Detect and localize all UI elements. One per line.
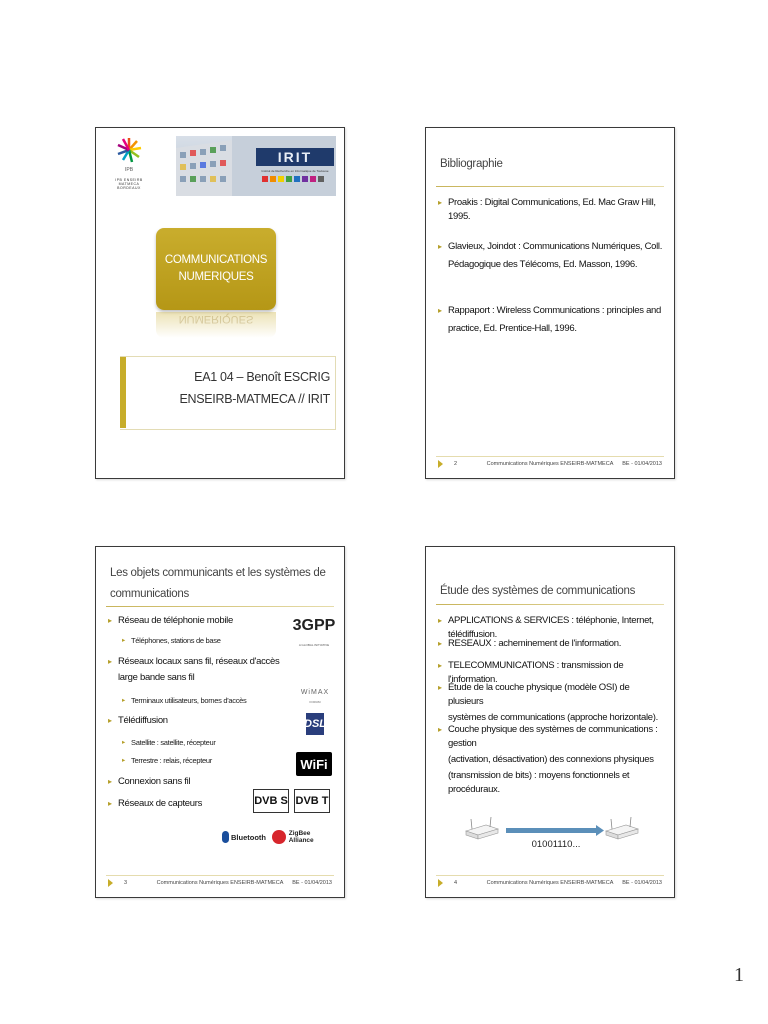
bullet-item (108, 655, 336, 685)
bullet-arrow-icon: ▸ (108, 616, 112, 625)
irit-logo-text: IRIT (277, 149, 313, 165)
dvb-t-logo-icon: DVB T (294, 789, 330, 813)
bullet-item (108, 714, 336, 728)
transmission-arrow-icon (506, 825, 604, 836)
bits-label: 01001110... (531, 839, 581, 849)
footer-rule (436, 875, 664, 876)
svg-text:IPB: IPB (124, 167, 134, 173)
slide-title-line-1: Les objets communicants et les systèmes de (110, 567, 326, 579)
bullet-arrow-icon: ▸ (438, 242, 442, 251)
bullet-text: Étude de la couche physique (modèle OSI) de plusieurs (448, 682, 630, 707)
footer-rule (106, 875, 334, 876)
dvb-s-logo-icon: DVB S (253, 789, 289, 813)
sub-bullet-arrow-icon: ▸ (122, 757, 125, 764)
footer-course: Communications Numériques ENSEIRB-MATMECA (486, 880, 614, 886)
bullet-arrow-icon: ▸ (438, 725, 442, 734)
slide-title: Bibliographie (440, 158, 503, 170)
reference-item (438, 196, 666, 224)
wimax-logo-icon: WiMAX (300, 688, 330, 696)
bullet-text: Télédiffusion (118, 715, 168, 726)
title-rule (436, 604, 664, 605)
left-router-icon (466, 817, 498, 839)
author-line: EA1 04 – Benoît ESCRIG (194, 370, 330, 384)
sub-bullet-text: Téléphones, stations de base (131, 636, 221, 645)
bullet-item (438, 637, 666, 651)
slide-footer (436, 459, 664, 471)
ipb-logo-icon (114, 136, 144, 181)
slide-footer (436, 878, 664, 890)
bullet-text: APPLICATIONS & SERVICES : téléphonie, Internet, télédiffusion. (448, 615, 654, 640)
banner-reflection (156, 312, 276, 338)
bluetooth-rune-icon (222, 831, 229, 843)
slide-number: 2 (454, 461, 458, 467)
3gpp-logo-icon: 3GPP (292, 617, 336, 634)
bullet-arrow-icon: ▸ (438, 683, 442, 692)
bullet-text: Couche physique des systèmes de communications : gestion (448, 724, 658, 749)
title-rule (436, 186, 664, 187)
bullet-arrow-icon: ▸ (438, 198, 442, 207)
wimax-logo-caption: FORUM (309, 699, 321, 704)
bullet-item (108, 775, 336, 789)
slide-number: 3 (124, 880, 128, 886)
footer-date: BE - 01/04/2013 (622, 880, 662, 886)
bluetooth-logo-text: Bluetooth (231, 832, 266, 842)
dsl-logo-icon: DSL (306, 713, 324, 735)
bullet-item (438, 681, 666, 725)
reference-text: Glavieux, Joindot : Communications Numériques, Coll. (448, 241, 663, 252)
footer-course: Communications Numériques ENSEIRB-MATMECA (486, 461, 614, 467)
sub-bullet-text: Terminaux utilisateurs, bornes d'accès (131, 696, 247, 705)
bullet-text: Réseaux locaux sans fil, réseaux d'accès (118, 656, 280, 667)
slide-title: Étude des systèmes de communications (440, 585, 636, 597)
sub-bullet-item (122, 755, 212, 766)
sub-bullet-item (122, 737, 216, 748)
footer-date: BE - 01/04/2013 (622, 461, 662, 467)
bullet-arrow-icon: ▸ (438, 661, 442, 670)
course-title-banner (156, 228, 276, 310)
slide-4-communication-systems (425, 546, 675, 898)
bluetooth-logo-icon (222, 828, 266, 846)
reference-text: practice, Ed. Prentice-Hall, 1996. (448, 323, 577, 334)
bullet-arrow-icon: ▸ (438, 639, 442, 648)
bullet-arrow-icon: ▸ (108, 777, 112, 786)
bullet-text: (transmission de bits) : moyens fonctionnels et procéduraux. (448, 770, 630, 795)
3gpp-logo-caption: A GLOBAL INITIATIVE (298, 643, 330, 647)
bullet-arrow-icon: ▸ (108, 716, 112, 725)
sub-bullet-text: Satellite : satellite, récepteur (131, 738, 216, 747)
page-number: 1 (734, 964, 744, 986)
bullet-arrow-icon: ▸ (108, 799, 112, 808)
reference-item (438, 304, 666, 336)
footer-date: BE - 01/04/2013 (292, 880, 332, 886)
bullet-text: Connexion sans fil (118, 776, 191, 787)
slide-1-title (95, 127, 345, 479)
bullet-text: systèmes de communications (approche horizontale). (448, 712, 658, 723)
footer-course: Communications Numériques ENSEIRB-MATMECA (156, 880, 284, 886)
sub-bullet-arrow-icon: ▸ (122, 739, 125, 746)
bullet-arrow-icon: ▸ (108, 657, 112, 666)
banner-reflection-text: NUMERIQUES (178, 313, 254, 325)
bullet-arrow-icon: ▸ (438, 306, 442, 315)
slide-3-communicating-objects (95, 546, 345, 898)
affiliation-line: ENSEIRB-MATMECA // IRIT (179, 392, 330, 406)
bullet-text: large bande sans fil (118, 672, 195, 683)
zigbee-logo-icon (272, 827, 336, 847)
reference-text: Proakis : Digital Communications, Ed. Mac Graw Hill, 1995. (448, 197, 656, 222)
banner-line-2: NUMERIQUES (178, 271, 254, 283)
sub-bullet-arrow-icon: ▸ (122, 697, 125, 704)
zigbee-circle-icon (272, 830, 286, 844)
slide-title (110, 563, 334, 605)
slide-number: 4 (454, 880, 458, 886)
zigbee-logo-text: ZigBee Alliance (288, 830, 314, 844)
bit-transmission-diagram (462, 809, 642, 849)
bullet-text: TELECOMMUNICATIONS : transmission de l'information. (448, 660, 624, 685)
sub-bullet-arrow-icon: ▸ (122, 637, 125, 644)
bullet-text: Réseau de téléphonie mobile (118, 615, 233, 626)
reference-text: Rappaport : Wireless Communications : principles and (448, 305, 662, 316)
bullet-text: (activation, désactivation) des connexions physiques (448, 754, 654, 765)
bullet-item (438, 723, 666, 797)
footer-rule (436, 456, 664, 457)
lab-building-image (176, 136, 336, 196)
slide-footer (106, 878, 334, 890)
sub-bullet-text: Terrestre : relais, récepteur (131, 756, 212, 765)
banner-line-1: COMMUNICATIONS (164, 254, 268, 266)
reference-text: Pédagogique des Télécoms, Ed. Masson, 1996. (448, 259, 638, 270)
bullet-text: RESEAUX : acheminement de l'information. (448, 638, 622, 649)
bullet-arrow-icon: ▸ (438, 616, 442, 625)
reference-item (438, 240, 666, 272)
wifi-logo-icon: WiFi (296, 752, 332, 776)
slide-2-bibliography (425, 127, 675, 479)
sub-bullet-item (122, 695, 247, 706)
ipb-logo-text: IPB ENSEIRB MATMECA BORDEAUX (115, 178, 143, 190)
sub-bullet-item (122, 635, 221, 646)
title-rule (106, 606, 334, 607)
bullet-text: Réseaux de capteurs (118, 798, 203, 809)
irit-caption: Institut de Recherche en Informatique de Toulouse (261, 169, 329, 173)
slide-title-line-2: communications (110, 588, 189, 600)
irit-logo-icon (256, 146, 334, 190)
right-router-icon (606, 817, 638, 839)
